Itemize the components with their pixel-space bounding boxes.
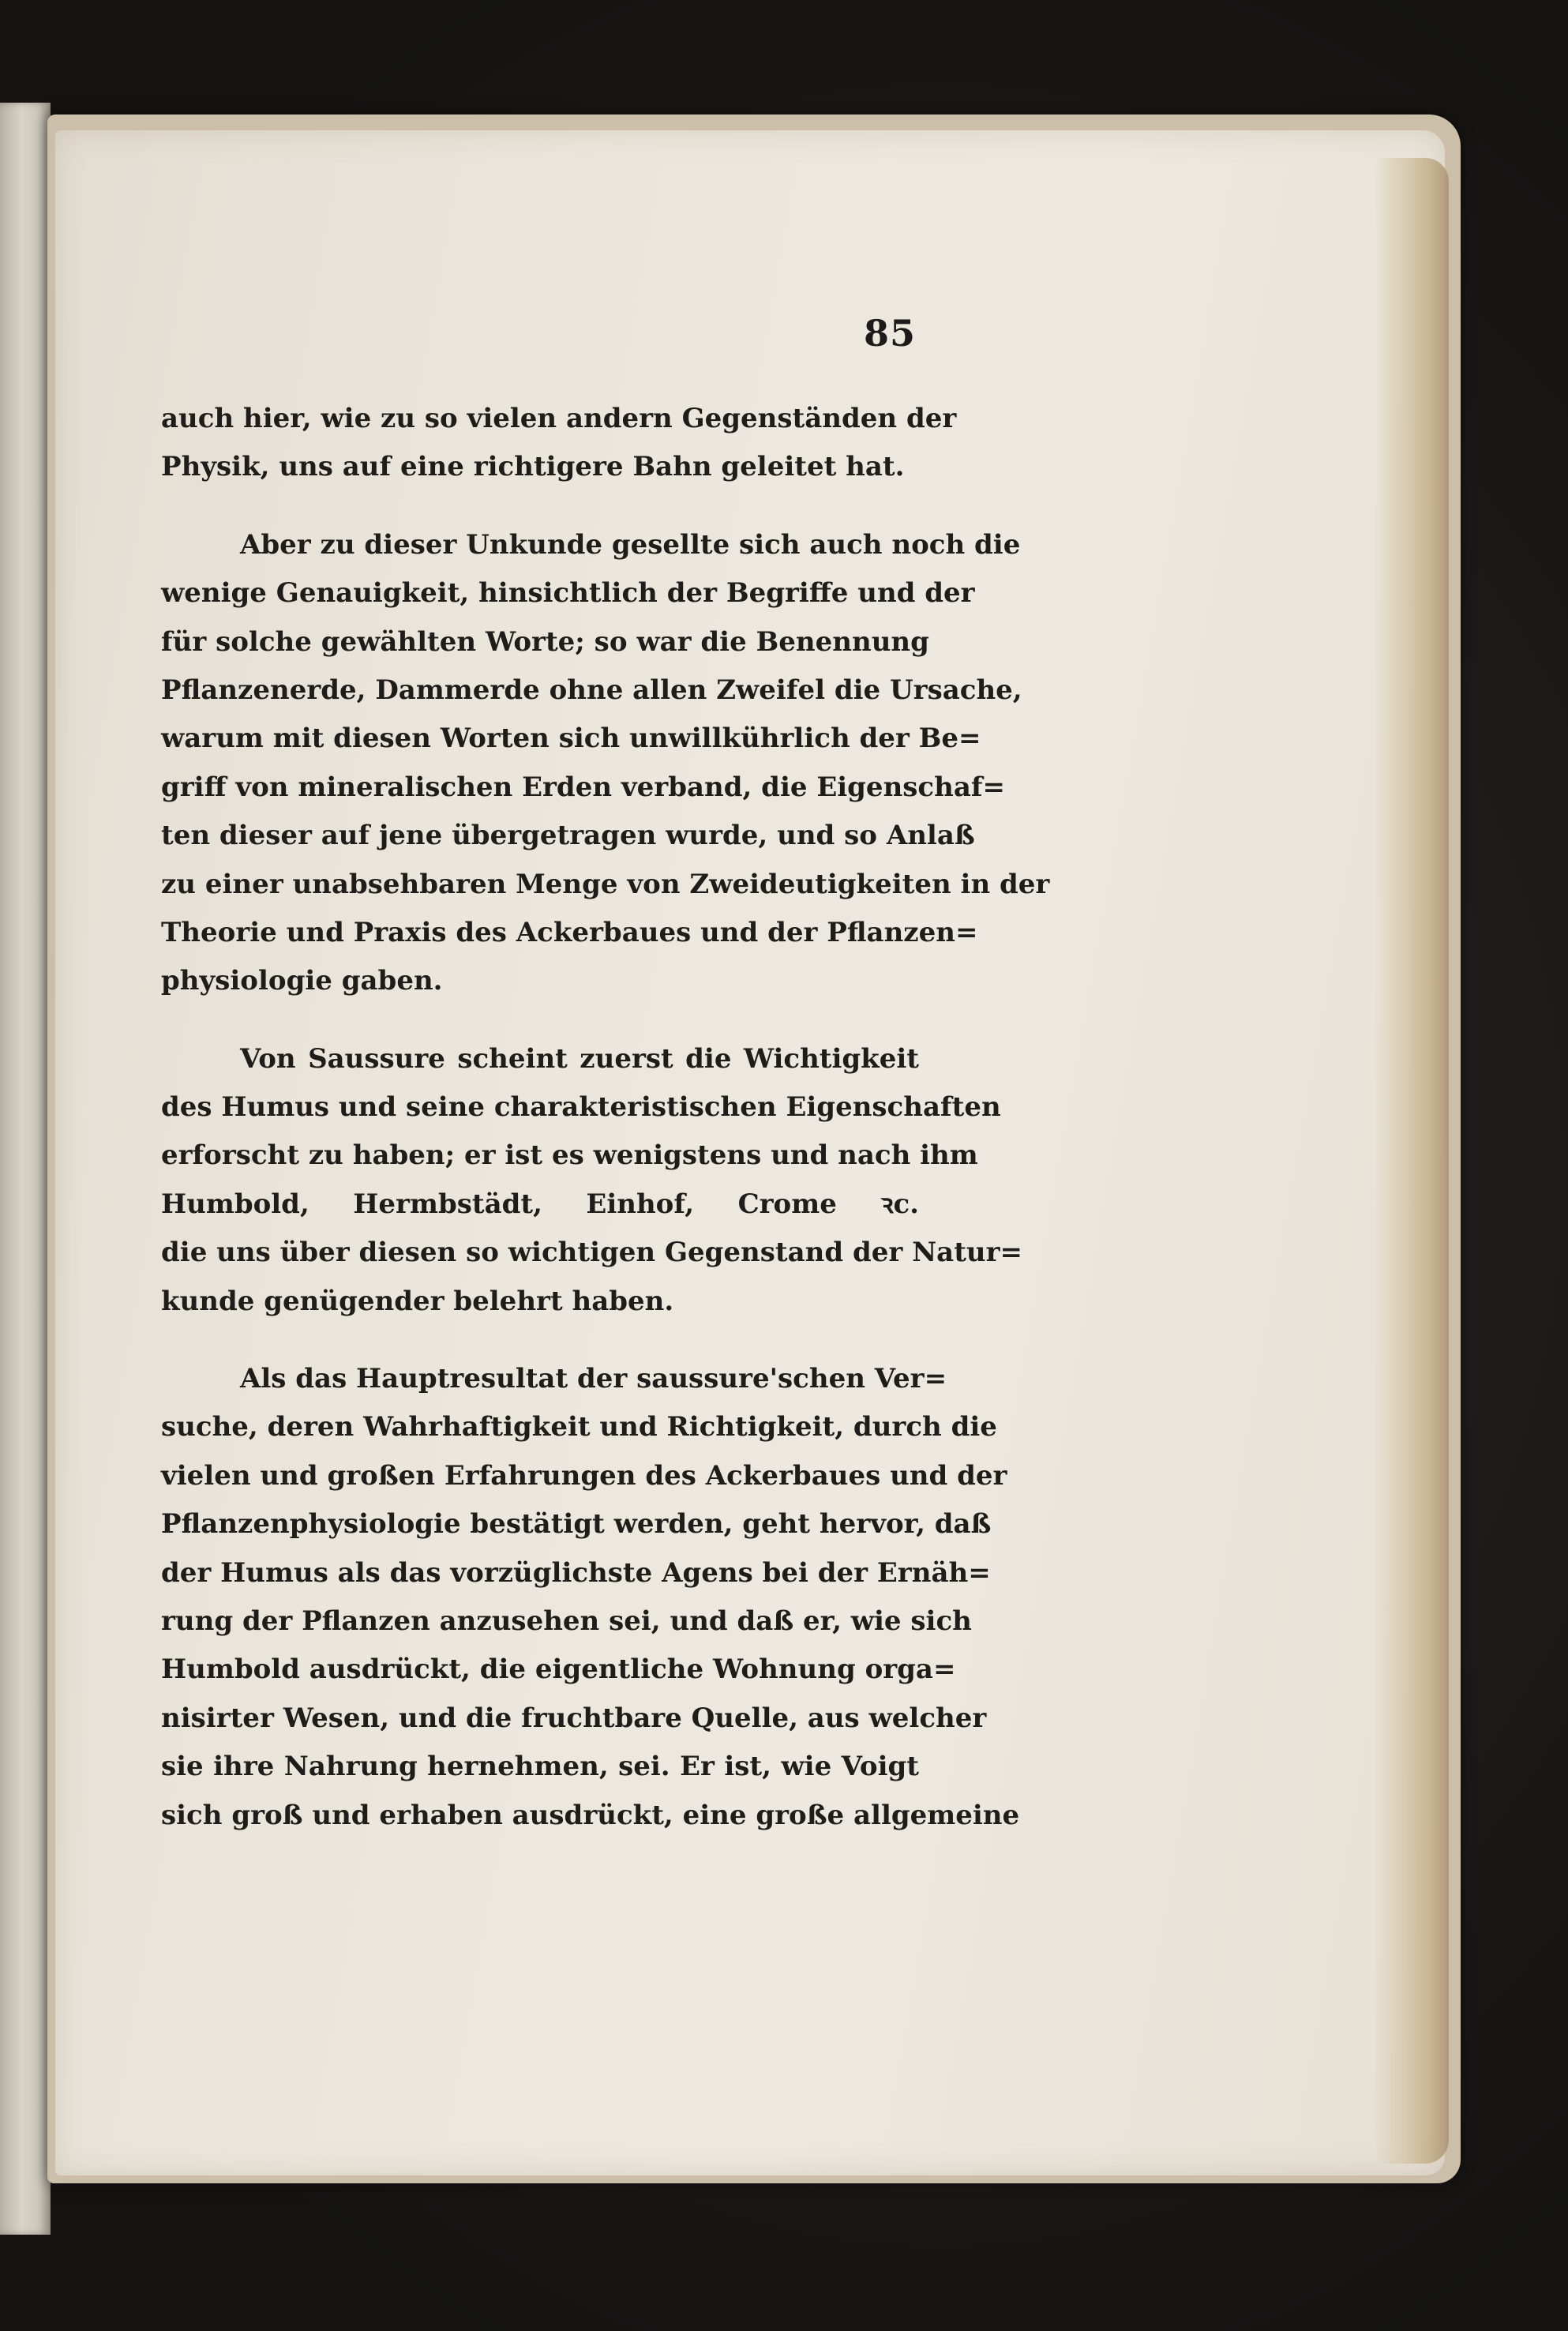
text-line: Humbold, Hermbstädt, Einhof, Crome ꝛc.	[161, 1188, 919, 1220]
text-line: für solche gewählten Worte; so war die Benennung	[161, 625, 929, 658]
text-line: warum mit diesen Worten sich unwillkührlich der Be=	[161, 723, 981, 755]
text-line: sie ihre Nahrung hernehmen, sei. Er ist, wie Voigt	[161, 1751, 919, 1783]
text-line: Als das Hauptresultat der saussure'schen Ver=	[240, 1363, 947, 1395]
text-line: wenige Genauigkeit, hinsichtlich der Begriffe und der	[161, 577, 975, 610]
paragraph	[161, 1355, 1020, 1840]
facing-page-edge	[0, 103, 51, 2235]
text-line: Von Saussure scheint zuerst die Wichtigkeit	[240, 1042, 919, 1075]
body-text	[161, 395, 1050, 1840]
text-line: Aber zu dieser Unkunde gesellte sich auch noch die	[240, 528, 1021, 561]
text-line: der Humus als das vorzüglichste Agens bei der Ernäh=	[161, 1556, 991, 1589]
text-line: auch hier, wie zu so vielen andern Gegenständen der	[161, 403, 957, 434]
text-line: Humbold ausdrückt, die eigentliche Wohnung orga=	[161, 1653, 956, 1686]
text-line: die uns über diesen so wichtigen Gegenstand der Natur=	[161, 1237, 1023, 1269]
page-fore-edge	[1374, 158, 1449, 2164]
text-line: zu einer unabsehbaren Menge von Zweideutigkeiten in der	[161, 868, 1050, 900]
paragraph	[161, 1035, 1023, 1326]
text-line: physiologie gaben.	[161, 965, 443, 997]
text-line: des Humus und seine charakteristischen Eigenschaften	[161, 1091, 1001, 1124]
text-line: Physik, uns auf eine richtigere Bahn geleitet hat.	[161, 451, 905, 483]
text-line: kunde genügender belehrt haben.	[161, 1285, 674, 1317]
text-line: nisirter Wesen, und die fruchtbare Quelle, aus welcher	[161, 1702, 987, 1734]
text-line: erforscht zu haben; er ist es wenigstens und nach ihm	[161, 1139, 978, 1172]
text-line: ten dieser auf jene übergetragen wurde, und so Anlaß	[161, 820, 975, 852]
text-line: sich groß und erhaben ausdrückt, eine große allgemeine	[161, 1799, 1020, 1831]
text-line: vielen und großen Erfahrungen des Ackerbaues und der	[161, 1459, 1007, 1492]
text-line: griff von mineralischen Erden verband, die Eigenschaf=	[161, 771, 1005, 803]
paragraph	[161, 395, 957, 492]
page-number: 85	[863, 312, 916, 355]
text-line: Theorie und Praxis des Ackerbaues und der Pflanzen=	[161, 916, 978, 948]
paragraph	[161, 521, 1050, 1006]
text-line: suche, deren Wahrhaftigkeit und Richtigkeit, durch die	[161, 1411, 997, 1443]
text-line: Pflanzenphysiologie bestätigt werden, geht hervor, daß	[161, 1508, 992, 1541]
text-line: rung der Pflanzen anzusehen sei, und daß er, wie sich	[161, 1605, 972, 1637]
text-line: Pflanzenerde, Dammerde ohne allen Zweifel die Ursache,	[161, 674, 1022, 706]
